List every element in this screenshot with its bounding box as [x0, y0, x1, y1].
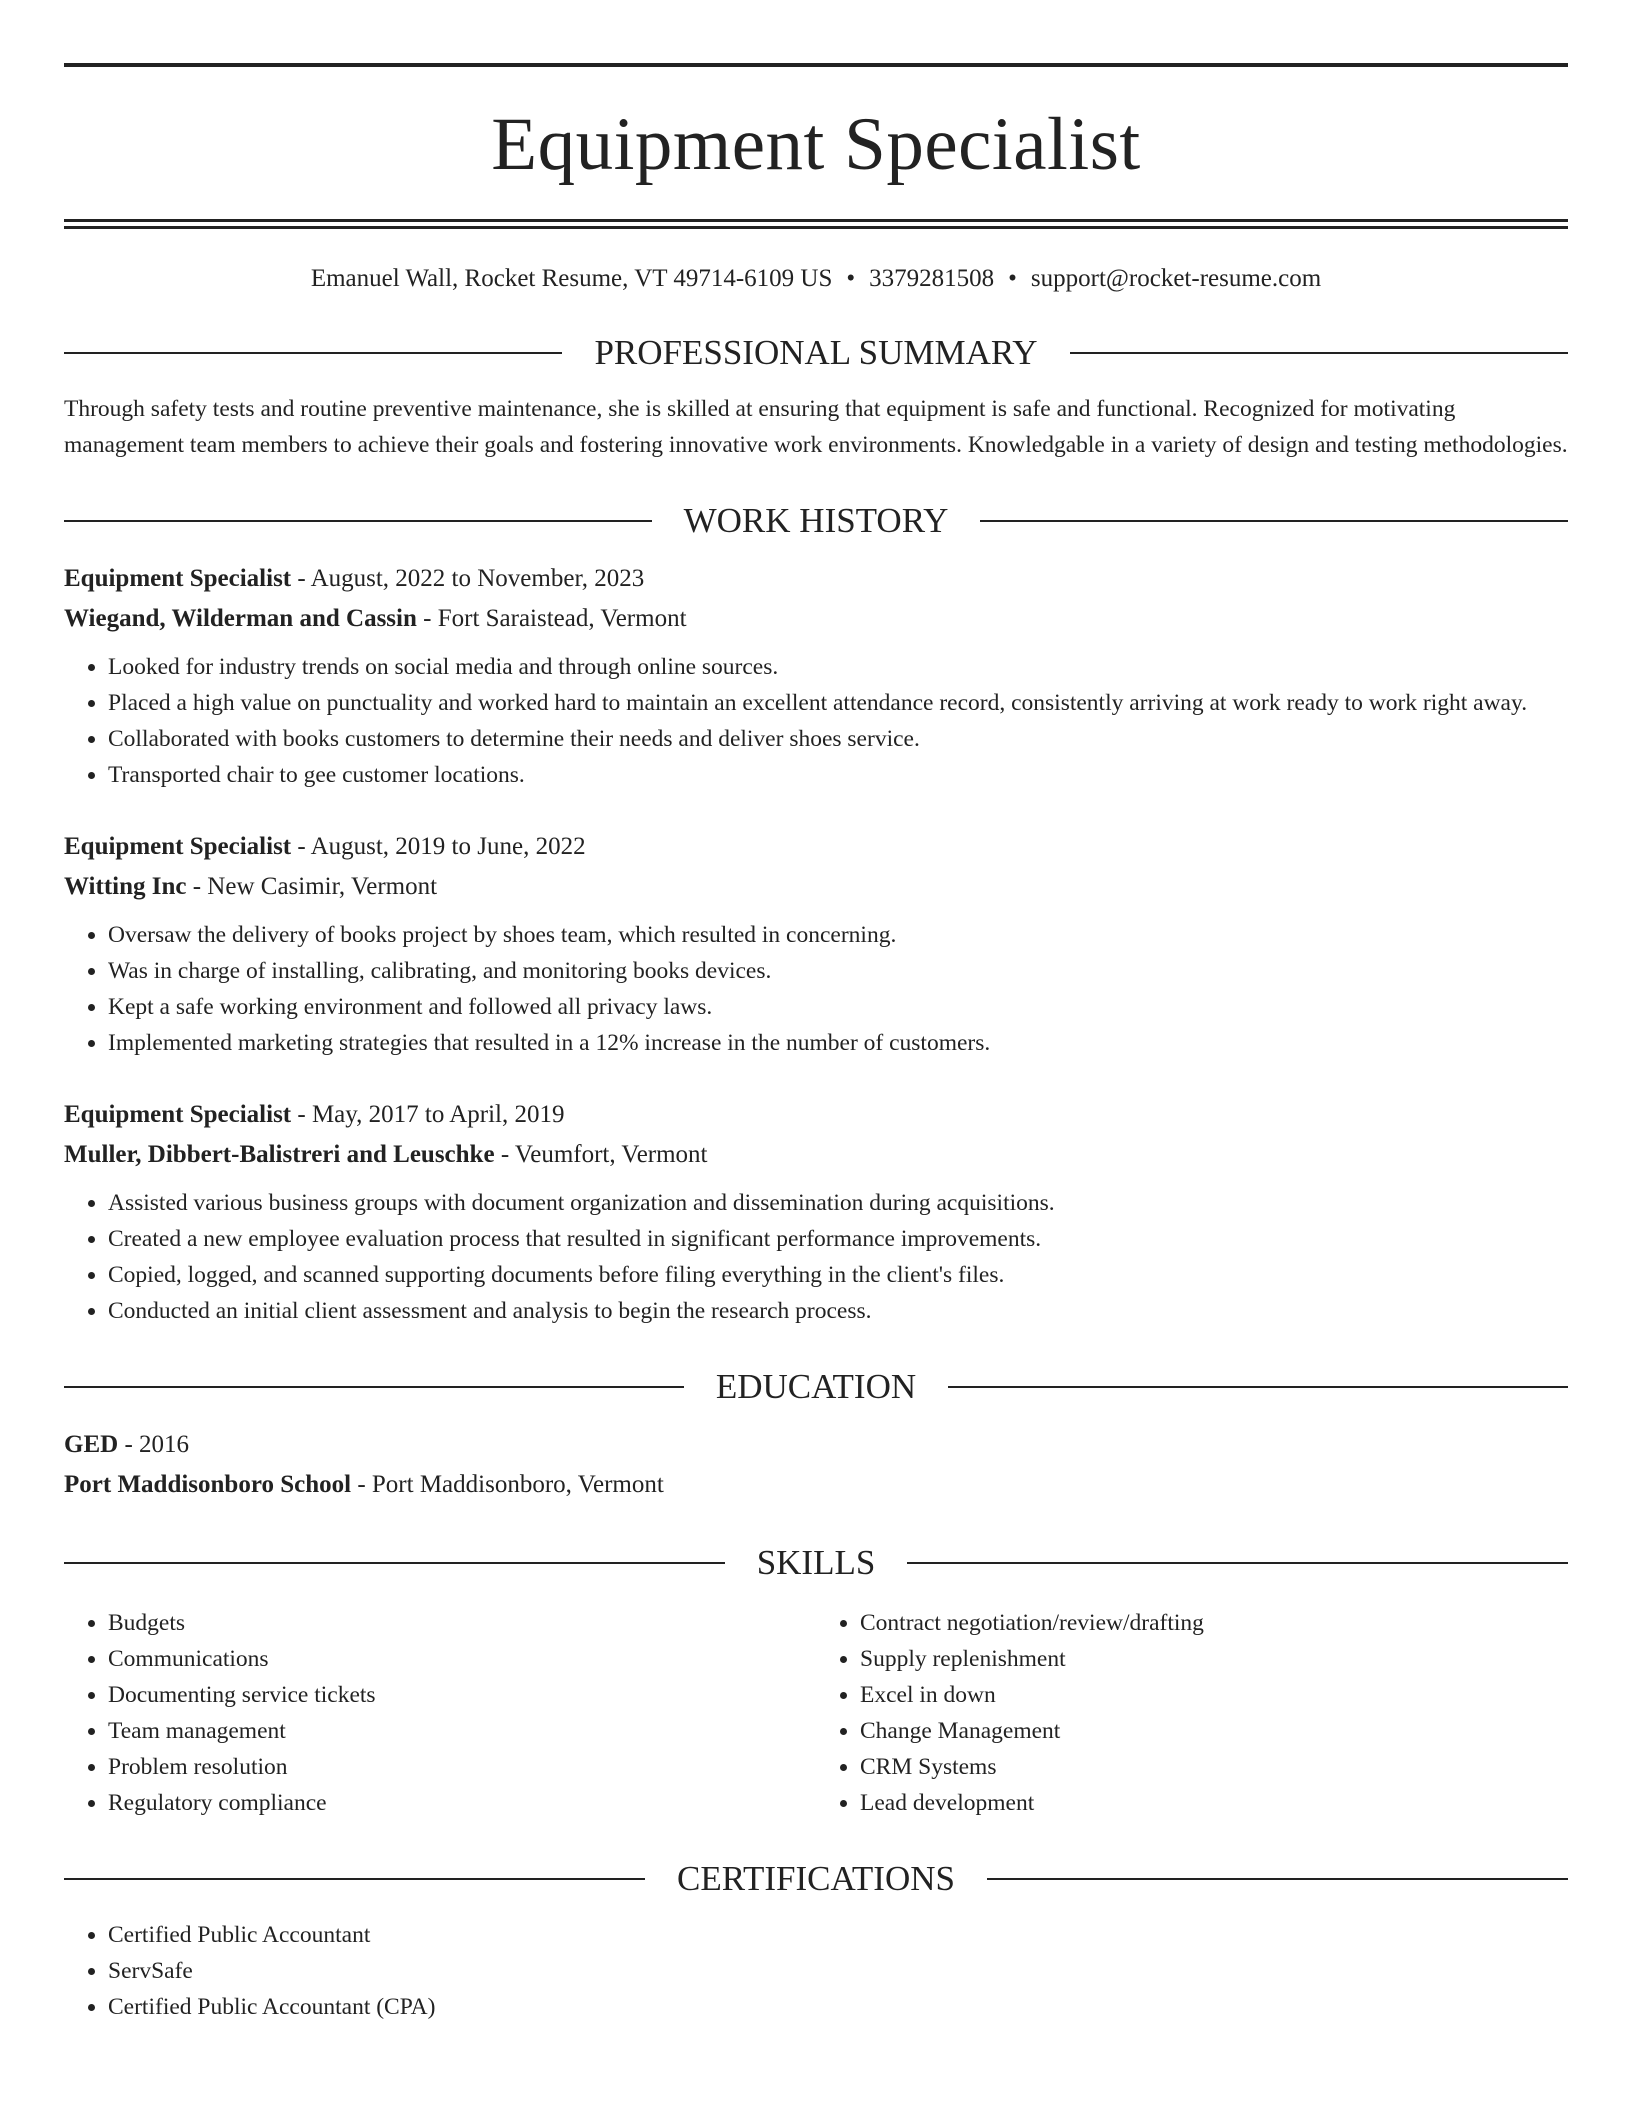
job-bullet: • Oversaw the delivery of books project by shoes team, which resulted in concerning. — [108, 917, 1568, 953]
education-location: - Port Maddisonboro, Vermont — [351, 1471, 664, 1498]
job-role: Equipment Specialist — [64, 565, 292, 592]
heading-rule-left — [64, 1562, 725, 1564]
job-location: - Fort Saraistead, Vermont — [416, 605, 687, 632]
certification-item: • Certified Public Accountant (CPA) — [108, 1989, 1568, 2025]
heading-rule-left — [64, 520, 652, 522]
job-company-line — [64, 867, 1568, 907]
education-heading: EDUCATION — [715, 1367, 917, 1406]
education-year: - 2016 — [118, 1431, 190, 1458]
job-entry — [64, 827, 1568, 1061]
job-bullet: • Assisted various business groups with document organization and dissemination during acquisitions. — [108, 1185, 1568, 1221]
job-bullet: • Collaborated with books customers to determine their needs and deliver shoes service. — [108, 721, 1568, 757]
job-bullet: • Transported chair to gee customer locations. — [108, 757, 1568, 793]
job-dates: - August, 2022 to November, 2023 — [291, 565, 645, 592]
contact-address: Emanuel Wall, Rocket Resume, VT 49714-6109 US — [310, 265, 833, 292]
heading-rule-right — [907, 1562, 1568, 1564]
skill-item: • Regulatory compliance — [108, 1785, 816, 1821]
top-rule — [64, 63, 1568, 67]
job-location: - Veumfort, Vermont — [494, 1141, 708, 1168]
skill-item: • Lead development — [860, 1785, 1568, 1821]
section-heading-education — [64, 1363, 1568, 1411]
job-role-line — [64, 559, 1568, 599]
job-company: Muller, Dibbert-Balistreri and Leuschke — [64, 1141, 495, 1168]
heading-rule-right — [948, 1386, 1568, 1388]
job-bullet: • Implemented marketing strategies that resulted in a 12% increase in the number of customers. — [108, 1025, 1568, 1061]
job-role: Equipment Specialist — [64, 1101, 292, 1128]
job-bullet: • Looked for industry trends on social media and through online sources. — [108, 649, 1568, 685]
job-company: Wiegand, Wilderman and Cassin — [64, 605, 417, 632]
contact-separator: • — [846, 265, 856, 292]
certifications-heading: CERTIFICATIONS — [677, 1859, 955, 1898]
contact-separator: • — [1008, 265, 1017, 292]
job-location: - New Casimir, Vermont — [186, 873, 438, 900]
certifications-list — [64, 1917, 1568, 2025]
section-heading-work — [64, 497, 1568, 545]
skill-item: • Change Management — [860, 1713, 1568, 1749]
summary-heading: PROFESSIONAL SUMMARY — [594, 333, 1038, 372]
job-role-line — [64, 827, 1568, 867]
skills-column-right — [816, 1605, 1568, 1821]
heading-rule-left — [64, 352, 562, 354]
education-degree: GED — [64, 1431, 119, 1458]
heading-rule-left — [64, 1878, 645, 1880]
certification-item: • Certified Public Accountant — [108, 1917, 1568, 1953]
job-bullets — [64, 649, 1568, 793]
job-bullets — [64, 917, 1568, 1061]
job-dates: - May, 2017 to April, 2019 — [291, 1101, 565, 1128]
contact-line — [64, 263, 1568, 295]
education-degree-line — [64, 1425, 1568, 1465]
job-bullet: • Was in charge of installing, calibrating, and monitoring books devices. — [108, 953, 1568, 989]
section-heading-certifications — [64, 1855, 1568, 1903]
skill-item: • Supply replenishment — [860, 1641, 1568, 1677]
job-bullet: • Copied, logged, and scanned supporting documents before filing everything in the client's files. — [108, 1257, 1568, 1293]
summary-text: Through safety tests and routine preventive maintenance, she is skilled at ensuring that equipment is safe and functional. Recognized for motivating management team members to achieve their goals and fostering innovative work environments. Knowledgable in a variety of design and testing methodologies. — [64, 396, 1568, 458]
education-entry — [64, 1425, 1568, 1505]
heading-rule-right — [1070, 352, 1568, 354]
job-bullets — [64, 1185, 1568, 1329]
contact-phone: 3379281508 — [869, 265, 995, 292]
title-double-rule — [64, 219, 1568, 229]
skills-column-left — [64, 1605, 816, 1821]
skill-item: • Contract negotiation/review/drafting — [860, 1605, 1568, 1641]
education-school: Port Maddisonboro School — [64, 1471, 352, 1498]
resume-page — [64, 0, 1568, 2025]
job-bullet: • Conducted an initial client assessment and analysis to begin the research process. — [108, 1293, 1568, 1329]
section-heading-summary — [64, 329, 1568, 377]
job-company-line — [64, 1135, 1568, 1175]
job-bullet: • Created a new employee evaluation process that resulted in significant performance improvements. — [108, 1221, 1568, 1257]
job-role-line — [64, 1095, 1568, 1135]
skills-heading: SKILLS — [756, 1543, 876, 1582]
work-history-list — [64, 559, 1568, 1329]
skills-list — [64, 1601, 1568, 1821]
heading-rule-right — [980, 520, 1568, 522]
heading-rule-right — [987, 1878, 1568, 1880]
skill-item: • Budgets — [108, 1605, 816, 1641]
work-heading: WORK HISTORY — [683, 501, 949, 540]
section-heading-skills — [64, 1539, 1568, 1587]
job-company: Witting Inc — [64, 873, 187, 900]
job-dates: - August, 2019 to June, 2022 — [291, 833, 586, 860]
job-entry — [64, 559, 1568, 793]
education-school-line — [64, 1465, 1568, 1505]
skill-item: • CRM Systems — [860, 1749, 1568, 1785]
skill-item: • Communications — [108, 1641, 816, 1677]
job-entry — [64, 1095, 1568, 1329]
skill-item: • Team management — [108, 1713, 816, 1749]
skill-item: • Excel in down — [860, 1677, 1568, 1713]
skill-item: • Problem resolution — [108, 1749, 816, 1785]
job-company-line — [64, 599, 1568, 639]
skill-item: • Documenting service tickets — [108, 1677, 816, 1713]
page-title: Equipment Specialist — [491, 103, 1141, 186]
job-bullet: • Placed a high value on punctuality and worked hard to maintain an excellent attendance record, consistently arriving at work ready to work right away. — [108, 685, 1568, 721]
heading-rule-left — [64, 1386, 684, 1388]
certification-item: • ServSafe — [108, 1953, 1568, 1989]
job-bullet: • Kept a safe working environment and followed all privacy laws. — [108, 989, 1568, 1025]
contact-email: support@rocket-resume.com — [1030, 265, 1322, 292]
job-role: Equipment Specialist — [64, 833, 292, 860]
